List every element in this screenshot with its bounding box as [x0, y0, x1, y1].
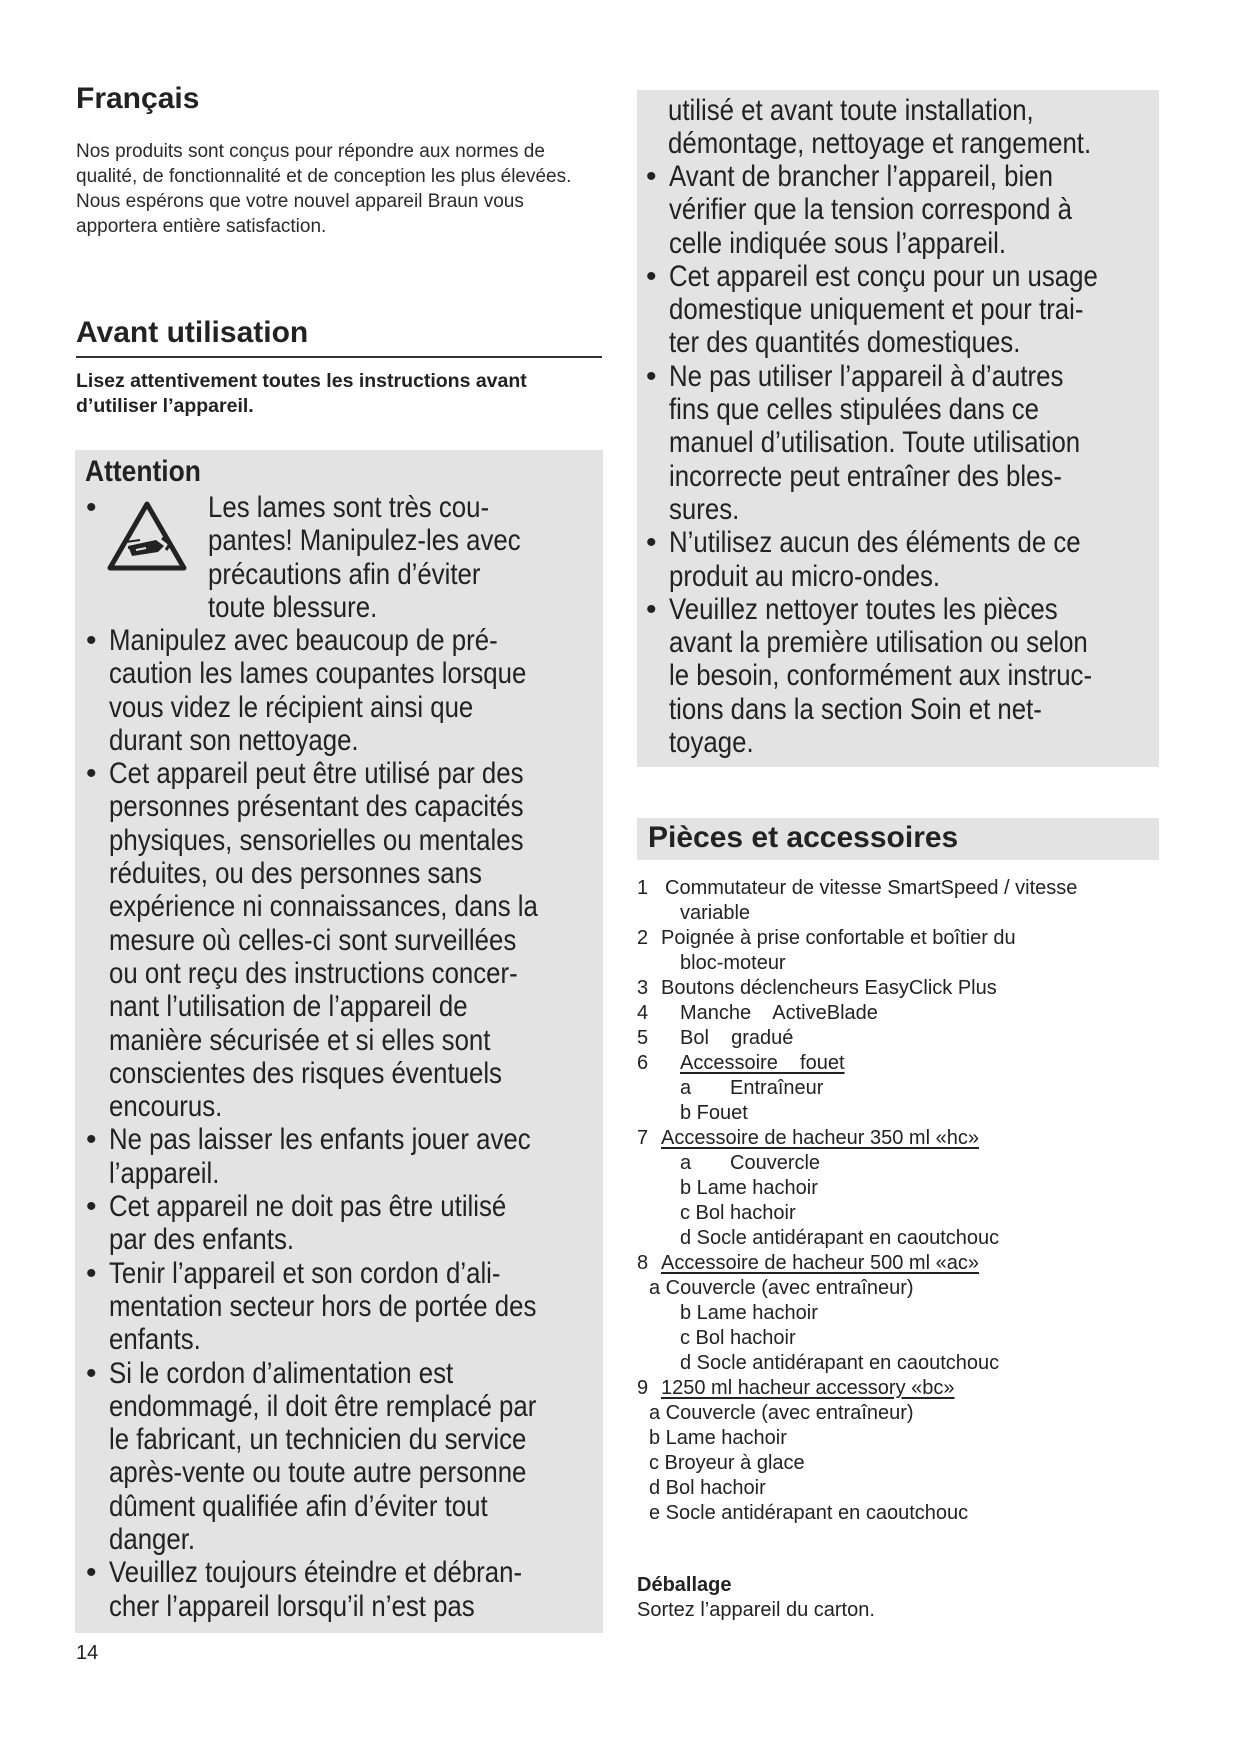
- attention-item: • Ne pas laisser les enfants jouer avec l’appareil.: [86, 1123, 686, 1190]
- parts-list: [637, 876, 1197, 1526]
- parts-row: a Couvercle (avec entraîneur): [649, 1277, 914, 1299]
- attention-title: Attention: [85, 455, 201, 488]
- parts-row: d Bol hachoir: [649, 1477, 766, 1499]
- attention-item: • Veuillez toujours éteindre et débran- cher l’appareil lorsqu’il n’est pas: [86, 1556, 686, 1623]
- parts-row: 1 Commutateur de vitesse SmartSpeed / vitesse: [637, 877, 1078, 899]
- parts-row: 2 Poignée à prise confortable et boîtier du: [637, 927, 1016, 949]
- attention-item: • Ne pas utiliser l’appareil à d’autres fins que celles stipulées dans ce manuel d’utilisation. Toute utilisation incorrecte peut entraîner des bles- sures.: [646, 360, 1241, 526]
- attention-item: • Cet appareil peut être utilisé par des personnes présentant des capacités physiques, sensorielles ou mentales réduites, ou des personnes sans expérience ni connaissances, dans la mesure où celles-ci sont surveillées ou ont reçu des instructions concer- nant l’utilisation de l’appareil de manière sécurisée et si elles sont conscientes des risques éventuels encourus.: [86, 757, 686, 1123]
- attention-item: • Cet appareil ne doit pas être utilisé par des enfants.: [86, 1190, 686, 1257]
- parts-row: 6 Accessoire fouet: [637, 1052, 845, 1074]
- blade-hazard-icon: [106, 500, 188, 572]
- section-title-avant-utilisation: Avant utilisation: [76, 316, 309, 349]
- attention-item-blades: Les lames sont très cou- pantes! Manipulez-les avec précautions afin d’éviter toute blessure.: [208, 491, 521, 624]
- parts-row: 9 1250 ml hacheur accessory «bc»: [637, 1377, 955, 1399]
- attention-item: • N’utilisez aucun des éléments de ce produit au micro-ondes.: [646, 526, 1241, 593]
- attention-item: • Manipulez avec beaucoup de pré- caution les lames coupantes lorsque vous videz le récipient ainsi que durant son nettoyage.: [86, 624, 686, 757]
- deballage-text: Sortez l’appareil du carton.: [637, 1599, 875, 1621]
- attention-list-right: [646, 160, 1241, 759]
- avant-instruction: Lisez attentivement toutes les instructions avant d’utiliser l’appareil.: [76, 370, 527, 417]
- parts-row: d Socle antidérapant en caoutchouc: [680, 1227, 1000, 1249]
- parts-row: b Lame hachoir: [680, 1177, 818, 1199]
- attention-item: • Veuillez nettoyer toutes les pièces avant la première utilisation ou selon le besoin, conformément aux instruc- tions dans la section Soin et net- toyage.: [646, 593, 1241, 759]
- parts-row: c Bol hachoir: [680, 1202, 796, 1224]
- parts-row: d Socle antidérapant en caoutchouc: [680, 1352, 1000, 1374]
- parts-row: 4 Manche ActiveBlade: [637, 1002, 878, 1024]
- intro-paragraph: Nos produits sont conçus pour répondre aux normes de qualité, de fonctionnalité et de conception les plus élevées. Nous espérons que votre nouvel appareil Braun vous apportera entière satisfaction.: [76, 141, 572, 237]
- parts-row: 7 Accessoire de hacheur 350 ml «hc»: [637, 1127, 979, 1149]
- parts-row: e Socle antidérapant en caoutchouc: [649, 1502, 969, 1524]
- parts-row: a Entraîneur: [680, 1077, 824, 1099]
- attention-item: • Si le cordon d’alimentation est endommagé, il doit être remplacé par le fabricant, un technicien du service après-vente ou toute autre personne dûment qualifiée afin d’éviter tout danger.: [86, 1357, 686, 1557]
- page-number: 14: [76, 1642, 99, 1664]
- bullet-marker: •: [86, 491, 97, 524]
- parts-row: 8 Accessoire de hacheur 500 ml «ac»: [637, 1252, 979, 1274]
- parts-row: variable: [680, 902, 751, 924]
- parts-title: Pièces et accessoires: [648, 821, 959, 854]
- parts-row: 3 Boutons déclencheurs EasyClick Plus: [637, 977, 997, 999]
- parts-row: a Couvercle: [680, 1152, 821, 1174]
- parts-row: a Couvercle (avec entraîneur): [649, 1402, 914, 1424]
- attention-list-left: [86, 624, 686, 1623]
- deballage-title: Déballage: [637, 1574, 732, 1596]
- attention-item: • Cet appareil est conçu pour un usage domestique uniquement et pour trai- ter des quantités domestiques.: [646, 260, 1241, 360]
- parts-row: b Lame hachoir: [649, 1427, 787, 1449]
- attention-continuation: utilisé et avant toute installation, démontage, nettoyage et rangement.: [668, 94, 1092, 161]
- attention-item: • Avant de brancher l’appareil, bien vérifier que la tension correspond à celle indiquée sous l’appareil.: [646, 160, 1241, 260]
- parts-row: c Broyeur à glace: [649, 1452, 805, 1474]
- language-title: Français: [76, 82, 200, 115]
- section-divider: [76, 356, 602, 358]
- parts-row: b Fouet: [680, 1102, 748, 1124]
- parts-row: 5 Bol gradué: [637, 1027, 794, 1049]
- parts-row: bloc-moteur: [680, 952, 786, 974]
- parts-row: b Lame hachoir: [680, 1302, 818, 1324]
- attention-item: • Tenir l’appareil et son cordon d’ali- mentation secteur hors de portée des enfants.: [86, 1257, 686, 1357]
- parts-row: c Bol hachoir: [680, 1327, 796, 1349]
